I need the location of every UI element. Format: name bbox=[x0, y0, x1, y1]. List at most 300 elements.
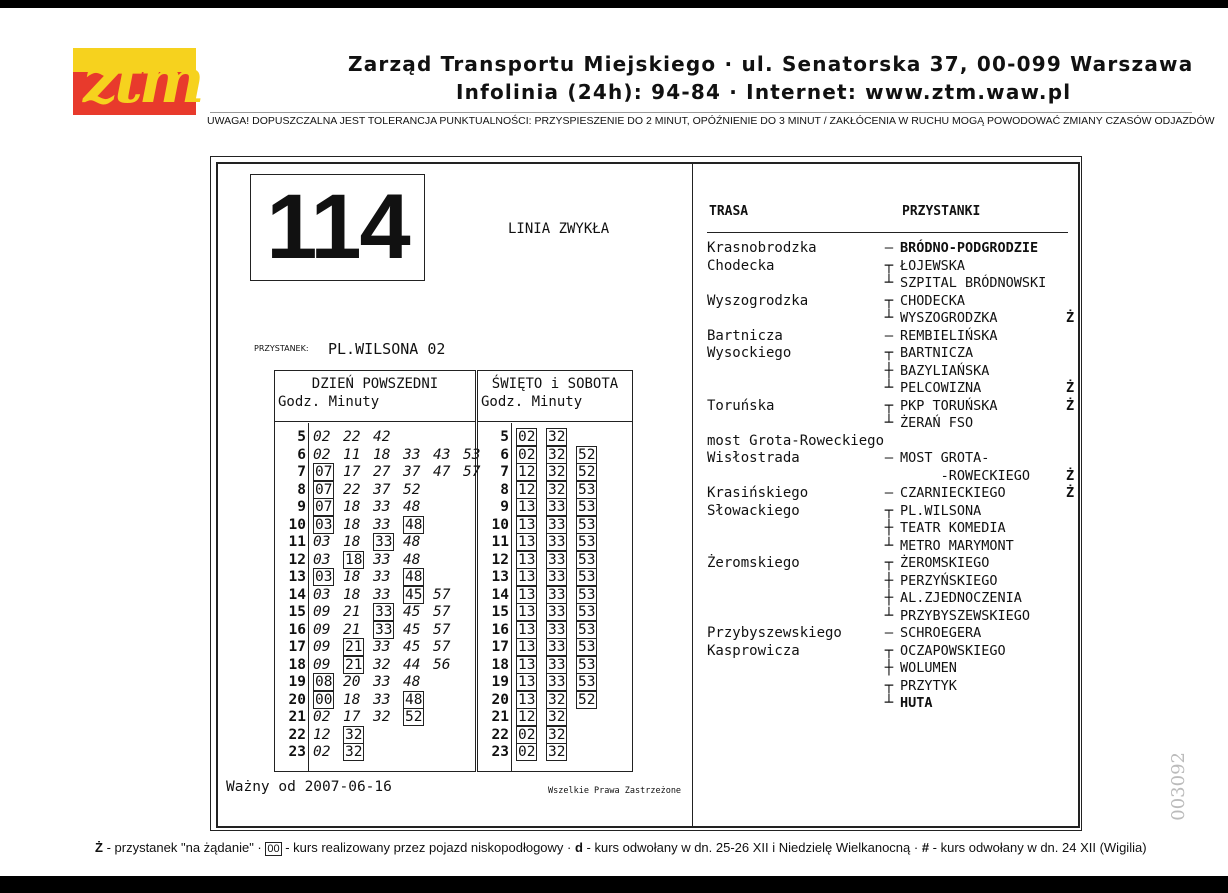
serial-number: 003092 bbox=[1168, 752, 1189, 821]
route-stop: CZARNIECKIEGO bbox=[900, 485, 1006, 501]
weekday-title: DZIEŃ POWSZEDNI bbox=[311, 376, 439, 392]
hour-cell: 14 bbox=[288, 586, 306, 603]
minutes-cell bbox=[516, 552, 606, 570]
departure: 18 bbox=[343, 691, 361, 708]
stop-connector: ┼ bbox=[884, 590, 894, 606]
lowfloor-departure: 12 bbox=[518, 464, 536, 480]
lowfloor-departure: 02 bbox=[518, 429, 536, 445]
minutes-cell bbox=[516, 569, 606, 587]
departure: 02 bbox=[313, 429, 331, 445]
legend: Ż - przystanek "na żądanie" · 00 - kurs realizowany przez pojazd niskopodłogowy · d - kurs odwołany w dn. 25-26 XII i Niedzielę Wielkanocną · # - kurs odwołany w dn. 24 XII (Wigilia) bbox=[95, 840, 1147, 855]
route-stop: PRZYTYK bbox=[900, 677, 957, 694]
route-stop: -ROWECKIEGO bbox=[900, 467, 1031, 484]
hour-cell: 7 bbox=[500, 464, 509, 480]
hour-cell: 12 bbox=[288, 551, 306, 568]
departure: 02 bbox=[313, 446, 331, 463]
departure: 43 bbox=[433, 446, 451, 463]
minutes-cell bbox=[516, 709, 576, 727]
minutes-cell bbox=[516, 639, 606, 657]
weekday-subtitle: Godz. Minuty bbox=[278, 394, 380, 410]
route-stop: METRO MARYMONT bbox=[900, 537, 1014, 554]
lowfloor-departure: 33 bbox=[548, 569, 566, 585]
stop-connector: ┴ bbox=[884, 607, 894, 624]
hour-cell: 5 bbox=[500, 429, 509, 445]
departure: 48 bbox=[403, 551, 421, 568]
hour-cell: 17 bbox=[288, 639, 306, 655]
lowfloor-departure: 13 bbox=[518, 674, 536, 690]
route-stop: TEATR KOMEDIA bbox=[900, 520, 1006, 536]
legend-request-mark: Ż bbox=[95, 840, 103, 855]
ztm-logo: ztm bbox=[73, 48, 196, 115]
hour-cell: 19 bbox=[491, 674, 509, 690]
hour-cell: 6 bbox=[500, 446, 509, 463]
stop-label: PRZYSTANEK: bbox=[254, 344, 309, 353]
lowfloor-departure: 32 bbox=[548, 481, 566, 498]
holiday-subtitle: Godz. Minuty bbox=[481, 394, 583, 410]
stop-connector: ┴ bbox=[884, 415, 894, 431]
lowfloor-departure: 45 bbox=[405, 586, 423, 603]
departure: 03 bbox=[313, 551, 331, 568]
departure: 18 bbox=[343, 499, 361, 515]
route-street: most Grota-Roweckiego bbox=[707, 432, 885, 449]
lowfloor-departure: 33 bbox=[548, 586, 566, 603]
hour-cell: 21 bbox=[491, 709, 509, 725]
departure: 48 bbox=[403, 499, 421, 515]
departure: 33 bbox=[403, 446, 421, 463]
hour-cell: 12 bbox=[491, 551, 509, 568]
lowfloor-departure: 33 bbox=[375, 534, 393, 550]
lowfloor-departure: 33 bbox=[548, 621, 566, 638]
route-stop: BARTNICZA bbox=[900, 345, 974, 361]
minutes-cell bbox=[313, 587, 463, 605]
hour-cell: 17 bbox=[491, 639, 509, 655]
stop-connector: ┬ bbox=[884, 677, 894, 694]
lowfloor-departure: 32 bbox=[548, 446, 566, 463]
departure: 21 bbox=[343, 621, 361, 638]
hour-cell: 8 bbox=[500, 481, 509, 498]
stop-connector: – bbox=[884, 450, 894, 466]
route-stop: PRZYBYSZEWSKIEGO bbox=[900, 607, 1031, 624]
lowfloor-departure: 32 bbox=[548, 726, 566, 743]
weekday-timetable bbox=[274, 370, 481, 772]
route-stop: SCHROEGERA bbox=[900, 625, 982, 641]
departure: 33 bbox=[373, 516, 391, 533]
lowfloor-departure: 13 bbox=[518, 499, 536, 515]
route-street: Toruńska bbox=[707, 397, 775, 414]
minutes-cell bbox=[313, 464, 493, 482]
lowfloor-departure: 33 bbox=[548, 499, 566, 515]
route-stop: PKP TORUŃSKA bbox=[900, 397, 998, 414]
route-street: Bartnicza bbox=[707, 327, 783, 344]
minutes-cell bbox=[516, 534, 606, 552]
departure: 02 bbox=[313, 709, 331, 725]
route-stop: BAZYLIAŃSKA bbox=[900, 362, 990, 379]
lowfloor-departure: 13 bbox=[518, 604, 536, 620]
departure: 12 bbox=[313, 726, 331, 743]
hour-cell: 14 bbox=[491, 586, 509, 603]
header-divider bbox=[210, 112, 1192, 113]
header-title: Zarząd Transportu Miejskiego · ul. Senatorska 37, 00-099 Warszawa bbox=[348, 52, 1194, 76]
hour-cell: 13 bbox=[288, 569, 306, 585]
minutes-cell bbox=[313, 657, 463, 675]
minutes-cell bbox=[516, 604, 606, 622]
stop-connector: ┴ bbox=[884, 275, 894, 291]
hour-cell: 23 bbox=[491, 744, 509, 760]
minutes-cell bbox=[313, 534, 433, 552]
lowfloor-departure: 53 bbox=[578, 621, 596, 638]
minutes-cell bbox=[516, 587, 606, 605]
lowfloor-departure: 02 bbox=[518, 446, 536, 463]
hour-cell: 6 bbox=[297, 446, 306, 463]
stop-connector: ┬ bbox=[884, 555, 894, 571]
departure: 22 bbox=[343, 481, 361, 498]
departure: 03 bbox=[313, 586, 331, 603]
route-street: Wysockiego bbox=[707, 345, 792, 361]
hour-cell: 10 bbox=[288, 516, 306, 533]
departure: 32 bbox=[373, 656, 391, 673]
lowfloor-departure: 03 bbox=[315, 516, 333, 533]
minutes-cell bbox=[313, 744, 373, 762]
lowfloor-departure: 48 bbox=[405, 691, 423, 708]
departure: 33 bbox=[373, 691, 391, 708]
route-stop: REMBIELIŃSKA bbox=[900, 327, 998, 344]
lowfloor-departure: 33 bbox=[375, 621, 393, 638]
departure: 47 bbox=[433, 464, 451, 480]
route-stop: ŻEROMSKIEGO bbox=[900, 555, 990, 571]
holiday-timetable bbox=[477, 370, 633, 772]
line-type: LINIA ZWYKŁA bbox=[508, 221, 610, 237]
request-stop-mark: Ż bbox=[1066, 310, 1075, 326]
lowfloor-departure: 13 bbox=[518, 639, 536, 655]
lowfloor-departure: 03 bbox=[315, 569, 333, 585]
lowfloor-departure: 32 bbox=[548, 464, 566, 480]
departure: 53 bbox=[463, 446, 481, 463]
lowfloor-departure: 33 bbox=[548, 674, 566, 690]
route-header-rule bbox=[707, 232, 1068, 233]
minutes-cell bbox=[516, 692, 606, 710]
line-number-box bbox=[250, 174, 425, 281]
lowfloor-departure: 13 bbox=[518, 691, 536, 708]
stop-connector: ┬ bbox=[884, 502, 894, 519]
lowfloor-departure: 18 bbox=[345, 551, 363, 568]
header-contact: Infolinia (24h): 94-84 · Internet: www.ztm.waw.pl bbox=[456, 80, 1072, 104]
lowfloor-departure: 52 bbox=[578, 446, 596, 463]
route-stop: HUTA bbox=[900, 695, 933, 711]
departure: 02 bbox=[313, 744, 331, 760]
hour-cell: 21 bbox=[288, 709, 306, 725]
hour-cell: 22 bbox=[288, 726, 306, 743]
route-street: Słowackiego bbox=[707, 502, 800, 519]
minutes-cell bbox=[516, 517, 606, 535]
minutes-cell bbox=[516, 657, 606, 675]
route-stop: ŁOJEWSKA bbox=[900, 257, 966, 274]
departure: 57 bbox=[433, 621, 451, 638]
minutes-cell bbox=[313, 622, 463, 640]
departure: 45 bbox=[403, 621, 421, 638]
lowfloor-departure: 32 bbox=[548, 429, 566, 445]
route-stop: OCZAPOWSKIEGO bbox=[900, 642, 1006, 659]
hour-cell: 23 bbox=[288, 744, 306, 760]
departure: 27 bbox=[373, 464, 391, 480]
rights-notice: Wszelkie Prawa Zastrzeżone bbox=[548, 786, 682, 796]
minutes-cell bbox=[313, 727, 373, 745]
departure: 09 bbox=[313, 656, 331, 673]
request-stop-mark: Ż bbox=[1066, 467, 1075, 484]
hour-cell: 9 bbox=[297, 499, 306, 515]
timetable-sheet bbox=[0, 8, 1228, 876]
minutes-cell bbox=[313, 692, 433, 710]
stop-connector: ┴ bbox=[884, 310, 894, 326]
minutes-cell bbox=[516, 482, 606, 500]
lowfloor-departure: 12 bbox=[518, 709, 536, 725]
route-street: Chodecka bbox=[707, 257, 775, 274]
hour-cell: 10 bbox=[491, 516, 509, 533]
hour-cell: 9 bbox=[500, 499, 509, 515]
departure: 56 bbox=[433, 656, 451, 673]
lowfloor-departure: 53 bbox=[578, 639, 596, 655]
departure: 32 bbox=[373, 709, 391, 725]
departure: 42 bbox=[373, 429, 391, 445]
hour-cell: 5 bbox=[297, 429, 306, 445]
departure: 11 bbox=[343, 446, 361, 463]
minutes-cell bbox=[313, 429, 403, 447]
stop-connector: ┬ bbox=[884, 397, 894, 414]
departure: 33 bbox=[373, 499, 391, 515]
lowfloor-departure: 53 bbox=[578, 674, 596, 690]
lowfloor-departure: 13 bbox=[518, 551, 536, 568]
stop-connector: ┴ bbox=[884, 380, 894, 396]
route-street: Krasińskiego bbox=[707, 485, 809, 501]
departure: 18 bbox=[343, 569, 361, 585]
minutes-cell bbox=[516, 727, 576, 745]
punctuality-warning: UWAGA! DOPUSZCZALNA JEST TOLERANCJA PUNKTUALNOŚCI: PRZYSPIESZENIE DO 2 MINUT, OPÓŹNIENIE DO 3 MINUT / ZAKŁÓCENIA W RUCHU MOGĄ POWODOWAĆ ZMIANY CZASÓW ODJAZDÓW bbox=[207, 115, 1215, 127]
stop-connector: – bbox=[884, 485, 894, 501]
lowfloor-departure: 08 bbox=[315, 674, 333, 690]
departure: 57 bbox=[433, 604, 451, 620]
route-street: Krasnobrodzka bbox=[707, 240, 817, 256]
hour-cell: 20 bbox=[288, 691, 306, 708]
stop-connector: ┬ bbox=[884, 345, 894, 361]
lowfloor-departure: 00 bbox=[315, 691, 333, 708]
lowfloor-departure: 52 bbox=[578, 464, 596, 480]
departure: 33 bbox=[373, 639, 391, 655]
hour-cell: 11 bbox=[491, 534, 509, 550]
departure: 33 bbox=[373, 551, 391, 568]
hour-cell: 11 bbox=[288, 534, 306, 550]
minutes-cell bbox=[516, 499, 606, 517]
minutes-cell bbox=[313, 552, 433, 570]
lowfloor-departure: 53 bbox=[578, 516, 596, 533]
stop-connector: ┬ bbox=[884, 292, 894, 309]
departure: 57 bbox=[463, 464, 481, 480]
request-stop-mark: Ż bbox=[1066, 485, 1075, 501]
minutes-cell bbox=[313, 499, 433, 517]
lowfloor-departure: 53 bbox=[578, 481, 596, 498]
valid-from: Ważny od 2007-06-16 bbox=[226, 779, 392, 795]
route-street: Wyszogrodzka bbox=[707, 292, 809, 309]
route-street: Przybyszewskiego bbox=[707, 625, 842, 641]
departure: 18 bbox=[343, 516, 361, 533]
lowfloor-departure: 53 bbox=[578, 569, 596, 585]
departure: 09 bbox=[313, 604, 331, 620]
stop-connector: ┴ bbox=[884, 695, 894, 711]
stop-connector: ┬ bbox=[884, 257, 894, 274]
lowfloor-departure: 21 bbox=[345, 656, 363, 673]
lowfloor-departure: 53 bbox=[578, 586, 596, 603]
stop-connector: ┼ bbox=[884, 362, 894, 379]
legend-lowfloor-mark: 00 bbox=[267, 843, 280, 855]
lowfloor-departure: 13 bbox=[518, 656, 536, 673]
lowfloor-departure: 13 bbox=[518, 516, 536, 533]
departure: 52 bbox=[403, 481, 421, 498]
lowfloor-departure: 33 bbox=[548, 639, 566, 655]
departure: 57 bbox=[433, 639, 451, 655]
route-street: Kasprowicza bbox=[707, 642, 800, 659]
lowfloor-departure: 32 bbox=[345, 744, 363, 760]
lowfloor-departure: 52 bbox=[578, 691, 596, 708]
minutes-cell bbox=[313, 517, 433, 535]
lowfloor-departure: 53 bbox=[578, 604, 596, 620]
hour-cell: 13 bbox=[491, 569, 509, 585]
hour-cell: 18 bbox=[288, 656, 306, 673]
lowfloor-departure: 02 bbox=[518, 744, 536, 760]
minutes-cell bbox=[313, 569, 433, 587]
lowfloor-departure: 13 bbox=[518, 621, 536, 638]
minutes-cell bbox=[516, 674, 606, 692]
line-number: 114 bbox=[266, 176, 409, 278]
hour-cell: 18 bbox=[491, 656, 509, 673]
departure: 45 bbox=[403, 639, 421, 655]
departure: 33 bbox=[373, 674, 391, 690]
departure: 37 bbox=[403, 464, 421, 480]
lowfloor-departure: 53 bbox=[578, 551, 596, 568]
lowfloor-departure: 32 bbox=[548, 744, 566, 760]
lowfloor-departure: 33 bbox=[548, 656, 566, 673]
departure: 09 bbox=[313, 639, 331, 655]
departure: 57 bbox=[433, 586, 451, 603]
departure: 18 bbox=[343, 534, 361, 550]
departure: 17 bbox=[343, 464, 361, 480]
route-stop: WOLUMEN bbox=[900, 660, 957, 676]
stop-connector: ┼ bbox=[884, 660, 894, 676]
lowfloor-departure: 33 bbox=[548, 516, 566, 533]
departure: 48 bbox=[403, 674, 421, 690]
minutes-cell bbox=[516, 464, 606, 482]
minutes-cell bbox=[516, 447, 606, 465]
route-stop: MOST GROTA- bbox=[900, 450, 990, 466]
departure: 45 bbox=[403, 604, 421, 620]
lowfloor-departure: 32 bbox=[548, 709, 566, 725]
minutes-cell bbox=[313, 674, 433, 692]
hour-cell: 22 bbox=[491, 726, 509, 743]
departure: 20 bbox=[343, 674, 361, 690]
lowfloor-departure: 53 bbox=[578, 656, 596, 673]
route-stop: CHODECKA bbox=[900, 292, 966, 309]
lowfloor-departure: 21 bbox=[345, 639, 363, 655]
stop-name: PL.WILSONA 02 bbox=[328, 340, 446, 358]
route-stop: PELCOWIZNA bbox=[900, 380, 982, 396]
request-stop-mark: Ż bbox=[1066, 397, 1075, 414]
lowfloor-departure: 32 bbox=[548, 691, 566, 708]
departure: 09 bbox=[313, 621, 331, 638]
route-header: TRASA bbox=[709, 204, 749, 219]
departure: 44 bbox=[403, 656, 421, 673]
departure: 33 bbox=[373, 569, 391, 585]
route-stop: PERZYŃSKIEGO bbox=[900, 572, 998, 589]
lowfloor-departure: 33 bbox=[548, 551, 566, 568]
departure: 17 bbox=[343, 709, 361, 725]
stop-connector: – bbox=[884, 625, 894, 641]
departure: 33 bbox=[373, 586, 391, 603]
lowfloor-departure: 33 bbox=[548, 534, 566, 550]
hour-cell: 15 bbox=[491, 604, 509, 620]
route-stop: PL.WILSONA bbox=[900, 502, 982, 519]
holiday-title: ŚWIĘTO i SOBOTA bbox=[491, 376, 619, 392]
lowfloor-departure: 07 bbox=[315, 481, 333, 498]
route-stop: BRÓDNO-PODGRODZIE bbox=[900, 240, 1039, 256]
column-divider bbox=[692, 162, 693, 826]
stop-connector: – bbox=[884, 327, 894, 344]
route-street: Wisłostrada bbox=[707, 450, 800, 466]
lowfloor-departure: 48 bbox=[405, 516, 423, 533]
departure: 21 bbox=[343, 604, 361, 620]
route-stop: ŻERAŃ FSO bbox=[900, 415, 974, 431]
minutes-cell bbox=[516, 429, 576, 447]
hour-cell: 19 bbox=[288, 674, 306, 690]
lowfloor-departure: 13 bbox=[518, 586, 536, 603]
hour-cell: 16 bbox=[288, 621, 306, 638]
departure: 37 bbox=[373, 481, 391, 498]
lowfloor-departure: 48 bbox=[405, 569, 423, 585]
lowfloor-departure: 02 bbox=[518, 726, 536, 743]
minutes-cell bbox=[516, 744, 576, 762]
departure: 03 bbox=[313, 534, 331, 550]
lowfloor-departure: 32 bbox=[345, 726, 363, 743]
minutes-cell bbox=[516, 622, 606, 640]
request-stop-mark: Ż bbox=[1066, 380, 1075, 396]
stop-connector: – bbox=[884, 240, 894, 256]
lowfloor-departure: 53 bbox=[578, 499, 596, 515]
lowfloor-departure: 12 bbox=[518, 481, 536, 498]
route-street: Żeromskiego bbox=[707, 555, 800, 571]
hour-cell: 20 bbox=[491, 691, 509, 708]
stop-connector: ┬ bbox=[884, 642, 894, 659]
stops-header: PRZYSTANKI bbox=[902, 204, 981, 219]
departure: 18 bbox=[373, 446, 391, 463]
lowfloor-departure: 07 bbox=[315, 464, 333, 480]
route-stop: SZPITAL BRÓDNOWSKI bbox=[900, 275, 1047, 291]
minutes-cell bbox=[313, 604, 463, 622]
minutes-cell bbox=[313, 447, 493, 465]
stop-connector: ┼ bbox=[884, 520, 894, 536]
stop-connector: ┼ bbox=[884, 572, 894, 589]
minutes-cell bbox=[313, 482, 433, 500]
lowfloor-departure: 07 bbox=[315, 499, 333, 515]
hour-cell: 7 bbox=[297, 464, 306, 480]
minutes-cell bbox=[313, 709, 433, 727]
stop-connector: ┴ bbox=[884, 537, 894, 554]
route-stop: AL.ZJEDNOCZENIA bbox=[900, 590, 1022, 606]
hour-cell: 15 bbox=[288, 604, 306, 620]
lowfloor-departure: 33 bbox=[548, 604, 566, 620]
lowfloor-departure: 52 bbox=[405, 709, 423, 725]
departure: 18 bbox=[343, 586, 361, 603]
hour-cell: 16 bbox=[491, 621, 509, 638]
lowfloor-departure: 33 bbox=[375, 604, 393, 620]
hour-cell: 8 bbox=[297, 481, 306, 498]
route-stop: WYSZOGRODZKA bbox=[900, 310, 998, 326]
lowfloor-departure: 53 bbox=[578, 534, 596, 550]
